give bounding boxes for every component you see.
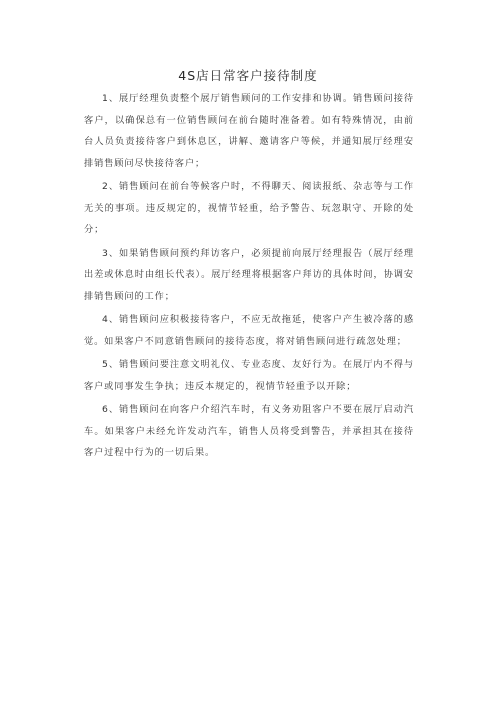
- paragraph-4: 4、销售顾问应积极接待客户，不应无故拖延，使客户产生被冷落的感觉。如果客户不同意销售顾问的接待态度，将对销售顾问进行疏忽处理；: [84, 314, 414, 347]
- document-body: [84, 88, 414, 466]
- paragraph-6: 6、销售顾问在向客户介绍汽车时，有义务劝阻客户不要在展厅启动汽车。如果客户未经允许发动汽车，销售人员将受到警告，并承担其在接待客户过程中行为的一切后果。: [84, 404, 414, 458]
- document-title: 4S店日常客户接待制度: [178, 68, 318, 83]
- paragraph-5: 5、销售顾问要注意文明礼仪、专业态度、友好行为。在展厅内不得与客户或同事发生争执；违反本规定的，视情节轻重予以开除；: [84, 359, 414, 392]
- paragraph-2: 2、销售顾问在前台等候客户时，不得聊天、阅读报纸、杂志等与工作无关的事项。违反规定的，视情节轻重，给予警告、玩忽职守、开除的处分；: [84, 181, 414, 235]
- paragraph-3: 3、如果销售顾问预约拜访客户，必须提前向展厅经理报告（展厅经理出差或休息时由组长代表）。展厅经理将根据客户拜访的具体时间，协调安排销售顾问的工作；: [84, 247, 414, 302]
- paragraph-1: 1、展厅经理负责整个展厅销售顾问的工作安排和协调。销售顾问接待客户，以确保总有一位销售顾问在前台随时准备着。如有特殊情况，由前台人员负责接待客户到休息区，讲解、邀请客户等候，并通知展厅经理安排销售顾问尽快接待客户；: [84, 93, 414, 169]
